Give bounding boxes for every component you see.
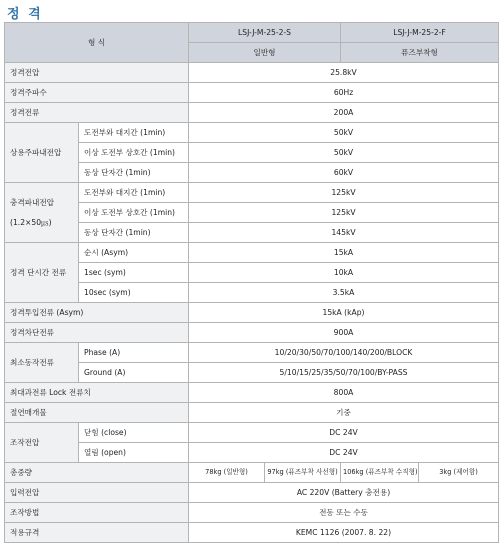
group-label-line: 충격파내전압 — [10, 197, 55, 207]
row-label: 입력전압 — [5, 483, 189, 503]
row-value: 전동 또는 수동 — [189, 503, 499, 523]
page-title: 정 격 — [7, 7, 43, 22]
row-label: 정격전압 — [5, 63, 189, 83]
row-value: 125kV — [189, 183, 499, 203]
sub-label: 순시 (Asym) — [79, 243, 189, 263]
row-label: 적용규격 — [5, 523, 189, 543]
table-row — [5, 463, 499, 483]
table-row — [5, 403, 499, 423]
model-f-header: LSJ-J-M-25-2-F — [341, 23, 499, 43]
row-value: 3.5kA — [189, 283, 499, 303]
weight-value: 78kg (일반형) — [189, 463, 265, 483]
table-row — [5, 423, 499, 443]
row-value: 800A — [189, 383, 499, 403]
table-row — [5, 263, 499, 283]
row-label: 정격투입전류 (Asym) — [5, 303, 189, 323]
row-value: DC 24V — [189, 443, 499, 463]
row-value: 25.8kV — [189, 63, 499, 83]
sub-label: 이상 도전부 상호간 (1min) — [79, 143, 189, 163]
table-row — [5, 123, 499, 143]
row-value: 60kV — [189, 163, 499, 183]
spec-table — [4, 22, 499, 543]
table-row — [5, 503, 499, 523]
group-label — [5, 183, 79, 243]
variant-f-header: 퓨즈부착형 — [341, 43, 499, 63]
group-label: 정격 단시간 전류 — [5, 243, 79, 303]
table-row — [5, 63, 499, 83]
row-label: 정격주파수 — [5, 83, 189, 103]
group-label-line: (1.2×50㎲) — [10, 217, 52, 227]
row-value: 기중 — [189, 403, 499, 423]
table-row — [5, 83, 499, 103]
table-row — [5, 283, 499, 303]
row-label: 정격전류 — [5, 103, 189, 123]
row-value: DC 24V — [189, 423, 499, 443]
sub-label: 1sec (sym) — [79, 263, 189, 283]
table-row — [5, 323, 499, 343]
table-row — [5, 243, 499, 263]
row-value: KEMC 1126 (2007. 8. 22) — [189, 523, 499, 543]
table-row — [5, 343, 499, 363]
row-label: 조작방법 — [5, 503, 189, 523]
variant-s-header: 일반형 — [189, 43, 341, 63]
sub-label: 닫힘 (close) — [79, 423, 189, 443]
row-label: 최대과전류 Lock 전류치 — [5, 383, 189, 403]
table-row — [5, 383, 499, 403]
row-value: 125kV — [189, 203, 499, 223]
table-row — [5, 303, 499, 323]
table-row — [5, 143, 499, 163]
table-row — [5, 103, 499, 123]
row-label: 정격차단전류 — [5, 323, 189, 343]
row-value: 50kV — [189, 143, 499, 163]
sub-label: 열림 (open) — [79, 443, 189, 463]
table-row — [5, 183, 499, 203]
row-value: 200A — [189, 103, 499, 123]
type-header: 형 식 — [5, 23, 189, 63]
row-value: 50kV — [189, 123, 499, 143]
weight-value: 97kg (퓨즈부착 사선형) — [265, 463, 341, 483]
sub-label: 이상 도전부 상호간 (1min) — [79, 203, 189, 223]
row-value: 145kV — [189, 223, 499, 243]
table-row — [5, 223, 499, 243]
group-label: 조작전압 — [5, 423, 79, 463]
sub-label: Ground (A) — [79, 363, 189, 383]
row-value: 900A — [189, 323, 499, 343]
table-row — [5, 163, 499, 183]
sub-label: 도전부와 대지간 (1min) — [79, 183, 189, 203]
group-label: 최소동작전류 — [5, 343, 79, 383]
weight-value: 106kg (퓨즈부착 수직형) — [341, 463, 419, 483]
group-label: 상용주파내전압 — [5, 123, 79, 183]
table-row — [5, 443, 499, 463]
table-row — [5, 363, 499, 383]
row-value: 10kA — [189, 263, 499, 283]
sub-label: 동상 단자간 (1min) — [79, 223, 189, 243]
row-value: 60Hz — [189, 83, 499, 103]
table-row — [5, 483, 499, 503]
sub-label: 동상 단자간 (1min) — [79, 163, 189, 183]
sub-label: 10sec (sym) — [79, 283, 189, 303]
weight-value: 3kg (제어함) — [419, 463, 499, 483]
row-value: 10/20/30/50/70/100/140/200/BLOCK — [189, 343, 499, 363]
sub-label: 도전부와 대지간 (1min) — [79, 123, 189, 143]
row-label: 총중량 — [5, 463, 189, 483]
model-s-header: LSJ-J-M-25-2-S — [189, 23, 341, 43]
row-value: AC 220V (Battery 충전용) — [189, 483, 499, 503]
row-label: 절연매개물 — [5, 403, 189, 423]
row-value: 15kA (kAp) — [189, 303, 499, 323]
row-value: 15kA — [189, 243, 499, 263]
sub-label: Phase (A) — [79, 343, 189, 363]
row-value: 5/10/15/25/35/50/70/100/BY-PASS — [189, 363, 499, 383]
table-row — [5, 523, 499, 543]
table-row — [5, 203, 499, 223]
